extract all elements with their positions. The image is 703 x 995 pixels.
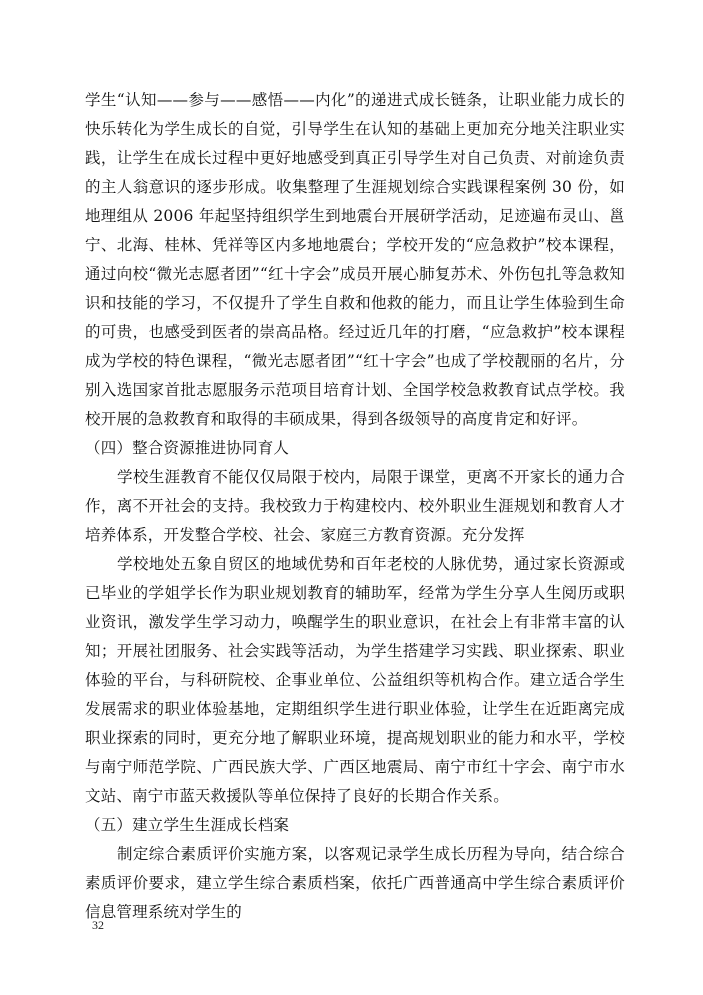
paragraph-resources-detail: 学校地处五象自贸区的地域优势和百年老校的人脉优势，通过家长资源或已毕业的学姐学长作为职业规划教育的辅助军，经常为学生分享人生阅历或职业资讯，激发学生学习动力，唤醒学生的职业意识，在社会上有非常丰富的认知；开展社团服务、社会实践等活动，为学生搭建学习实践、职业探索、职业体验的平台，与科研院校、企事业单位、公益组织等机构合作。建立适合学生发展需求的职业体验基地，定期组织学生进行职业体验，让学生在近距离完成职业探索的同时，更充分地了解职业环境，提高规划职业的能力和水平，学校与南宁师范学院、广西民族大学、广西区地震局、南宁市红十字会、南宁市水文站、南宁市蓝天救援队等单位保持了良好的长期合作关系。 (85, 555, 625, 805)
paragraph-resources-intro: 学校生涯教育不能仅仅局限于校内，局限于课堂，更离不开家长的通力合作，离不开社会的支持。我校致力于构建校内、校外职业生涯规划和教育人才培养体系，开发整合学校、社会、家庭三方教育资源。充分发挥 (85, 468, 625, 544)
page-number: 32 (92, 918, 104, 932)
paragraph-continuation: 学生“认知——参与——感悟——内化”的递进式成长链条，让职业能力成长的快乐转化为学生成长的自觉，引导学生在认知的基础上更加充分地关注职业实践，让学生在成长过程中更好地感受到真正引导学生对自己负责、对前途负责的主人翁意识的逐步形成。收集整理了生涯规划综合实践课程案例 30 份，如地理组从 2006 年起坚持组织学生到地震台开展研学活动，足迹遍布灵山、邕宁、北海、桂林、凭祥等区内多地地震台；学校开发的“应急救护”校本课程，通过向校“微光志愿者团”“红十字会”成员开展心肺复苏术、外伤包扎等急救知识和技能的学习，不仅提升了学生自救和他救的能力，而且让学生体验到生命的可贵，也感受到医者的崇高品格。经过近几年的打磨，“应急救护”校本课程成为学校的特色课程，“微光志愿者团”“红十字会”也成了学校靓丽的名片，分别入选国家首批志愿服务示范项目培育计划、全国学校急救教育试点学校。我校开展的急救教育和取得的丰硕成果，得到各级领导的高度肯定和好评。 (85, 91, 625, 428)
section-heading-four: （四）整合资源推进协同育人 (85, 439, 290, 457)
paragraph-archive: 制定综合素质评价实施方案，以客观记录学生成长历程为导向，结合综合素质评价要求，建立学生综合素质档案，依托广西普通高中学生综合素质评价信息管理系统对学生的 (85, 845, 625, 921)
section-heading-five: （五）建立学生生涯成长档案 (85, 816, 290, 834)
document-body (85, 86, 625, 927)
